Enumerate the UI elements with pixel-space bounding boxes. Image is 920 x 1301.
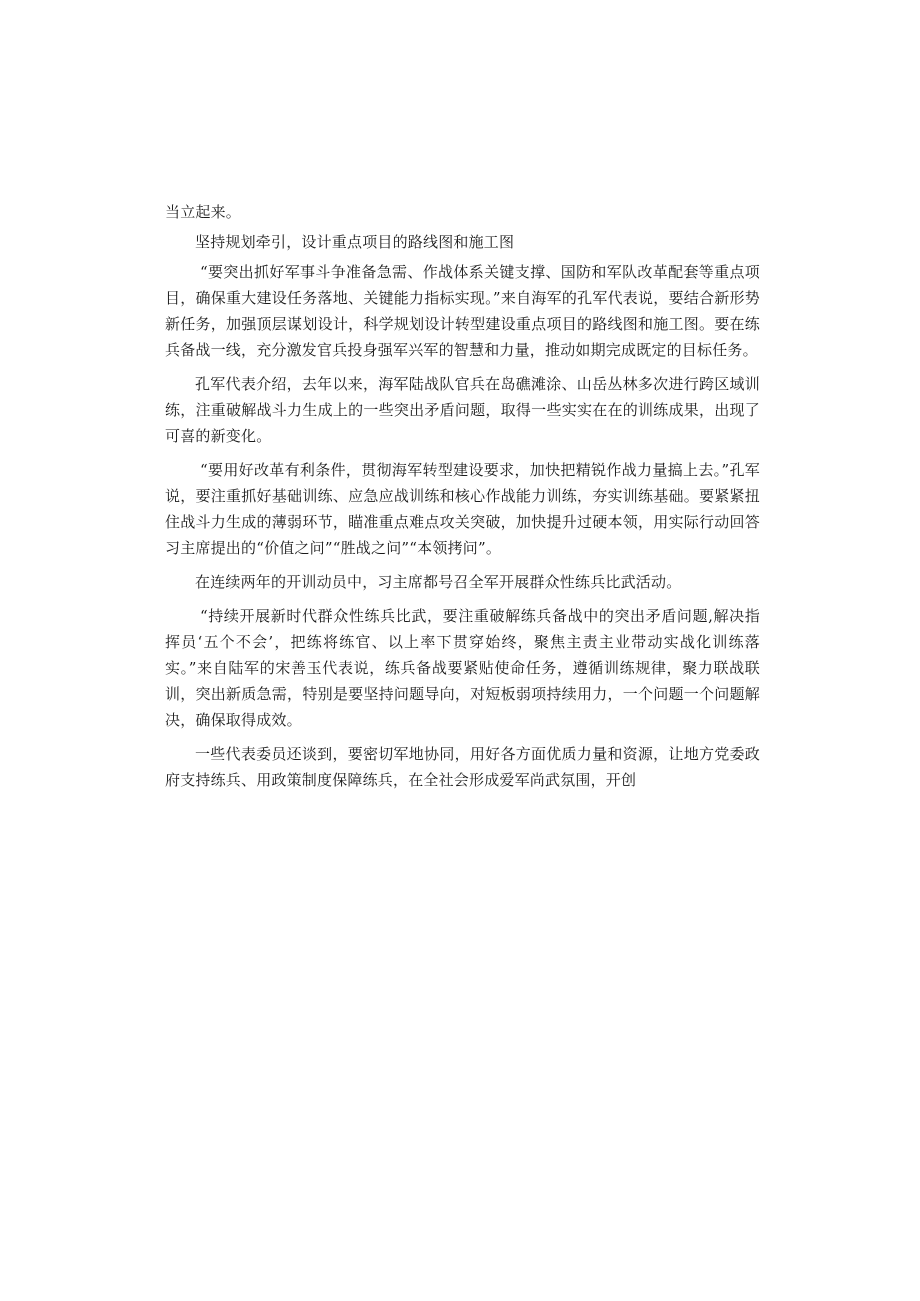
paragraph: “要用好改革有利条件，贯彻海军转型建设要求，加快把精锐作战力量搞上去。”孔军说，要注重抓好基础训练、应急应战训练和核心作战能力训练，夯实训练基础。要紧紧扭住战斗力生成的薄弱环节，瞄准重点难点攻关突破，加快提升过硬本领，用实际行动回答习主席提出的“价值之问”“胜战之问”“本领拷问”。 [165,461,760,557]
paragraph: 一些代表委员还谈到，要密切军地协同，用好各方面优质力量和资源，让地方党委政府支持练兵、用政策制度保障练兵，在全社会形成爱军尚武氛围，开创 [165,745,760,789]
paragraph: 孔军代表介绍，去年以来，海军陆战队官兵在岛礁滩涂、山岳丛林多次进行跨区域训练，注重破解战斗力生成上的一些突出矛盾问题，取得一些实实在在的训练成果，出现了可喜的新变化。 [165,375,760,445]
paragraph-continuation: 当立起来。 [165,203,242,221]
section-heading: 坚持规划牵引，设计重点项目的路线图和施工图 [195,233,515,251]
paragraph: 在连续两年的开训动员中，习主席都号召全军开展群众性练兵比武活动。 [195,573,682,591]
paragraph: “持续开展新时代群众性练兵比武，要注重破解练兵备战中的突出矛盾问题,解决指挥员‘五个不会’，把练将练官、以上率下贯穿始终，聚焦主责主业带动实战化训练落实。”来自陆军的宋善玉代表说，练兵备战要紧贴使命任务，遵循训练规律，聚力联战联训，突出新质急需，特别是要坚持问题导向，对短板弱项持续用力，一个问题一个问题解决，确保取得成效。 [165,607,760,729]
document-body [165,199,760,793]
paragraph: “要突出抓好军事斗争准备急需、作战体系关键支撑、国防和军队改革配套等重点项目，确保重大建设任务落地、关键能力指标实现。”来自海军的孔军代表说，要结合新形势新任务，加强顶层谋划设计，科学规划设计转型建设重点项目的路线图和施工图。要在练兵备战一线，充分激发官兵投身强军兴军的智慧和力量，推动如期完成既定的目标任务。 [165,263,760,359]
